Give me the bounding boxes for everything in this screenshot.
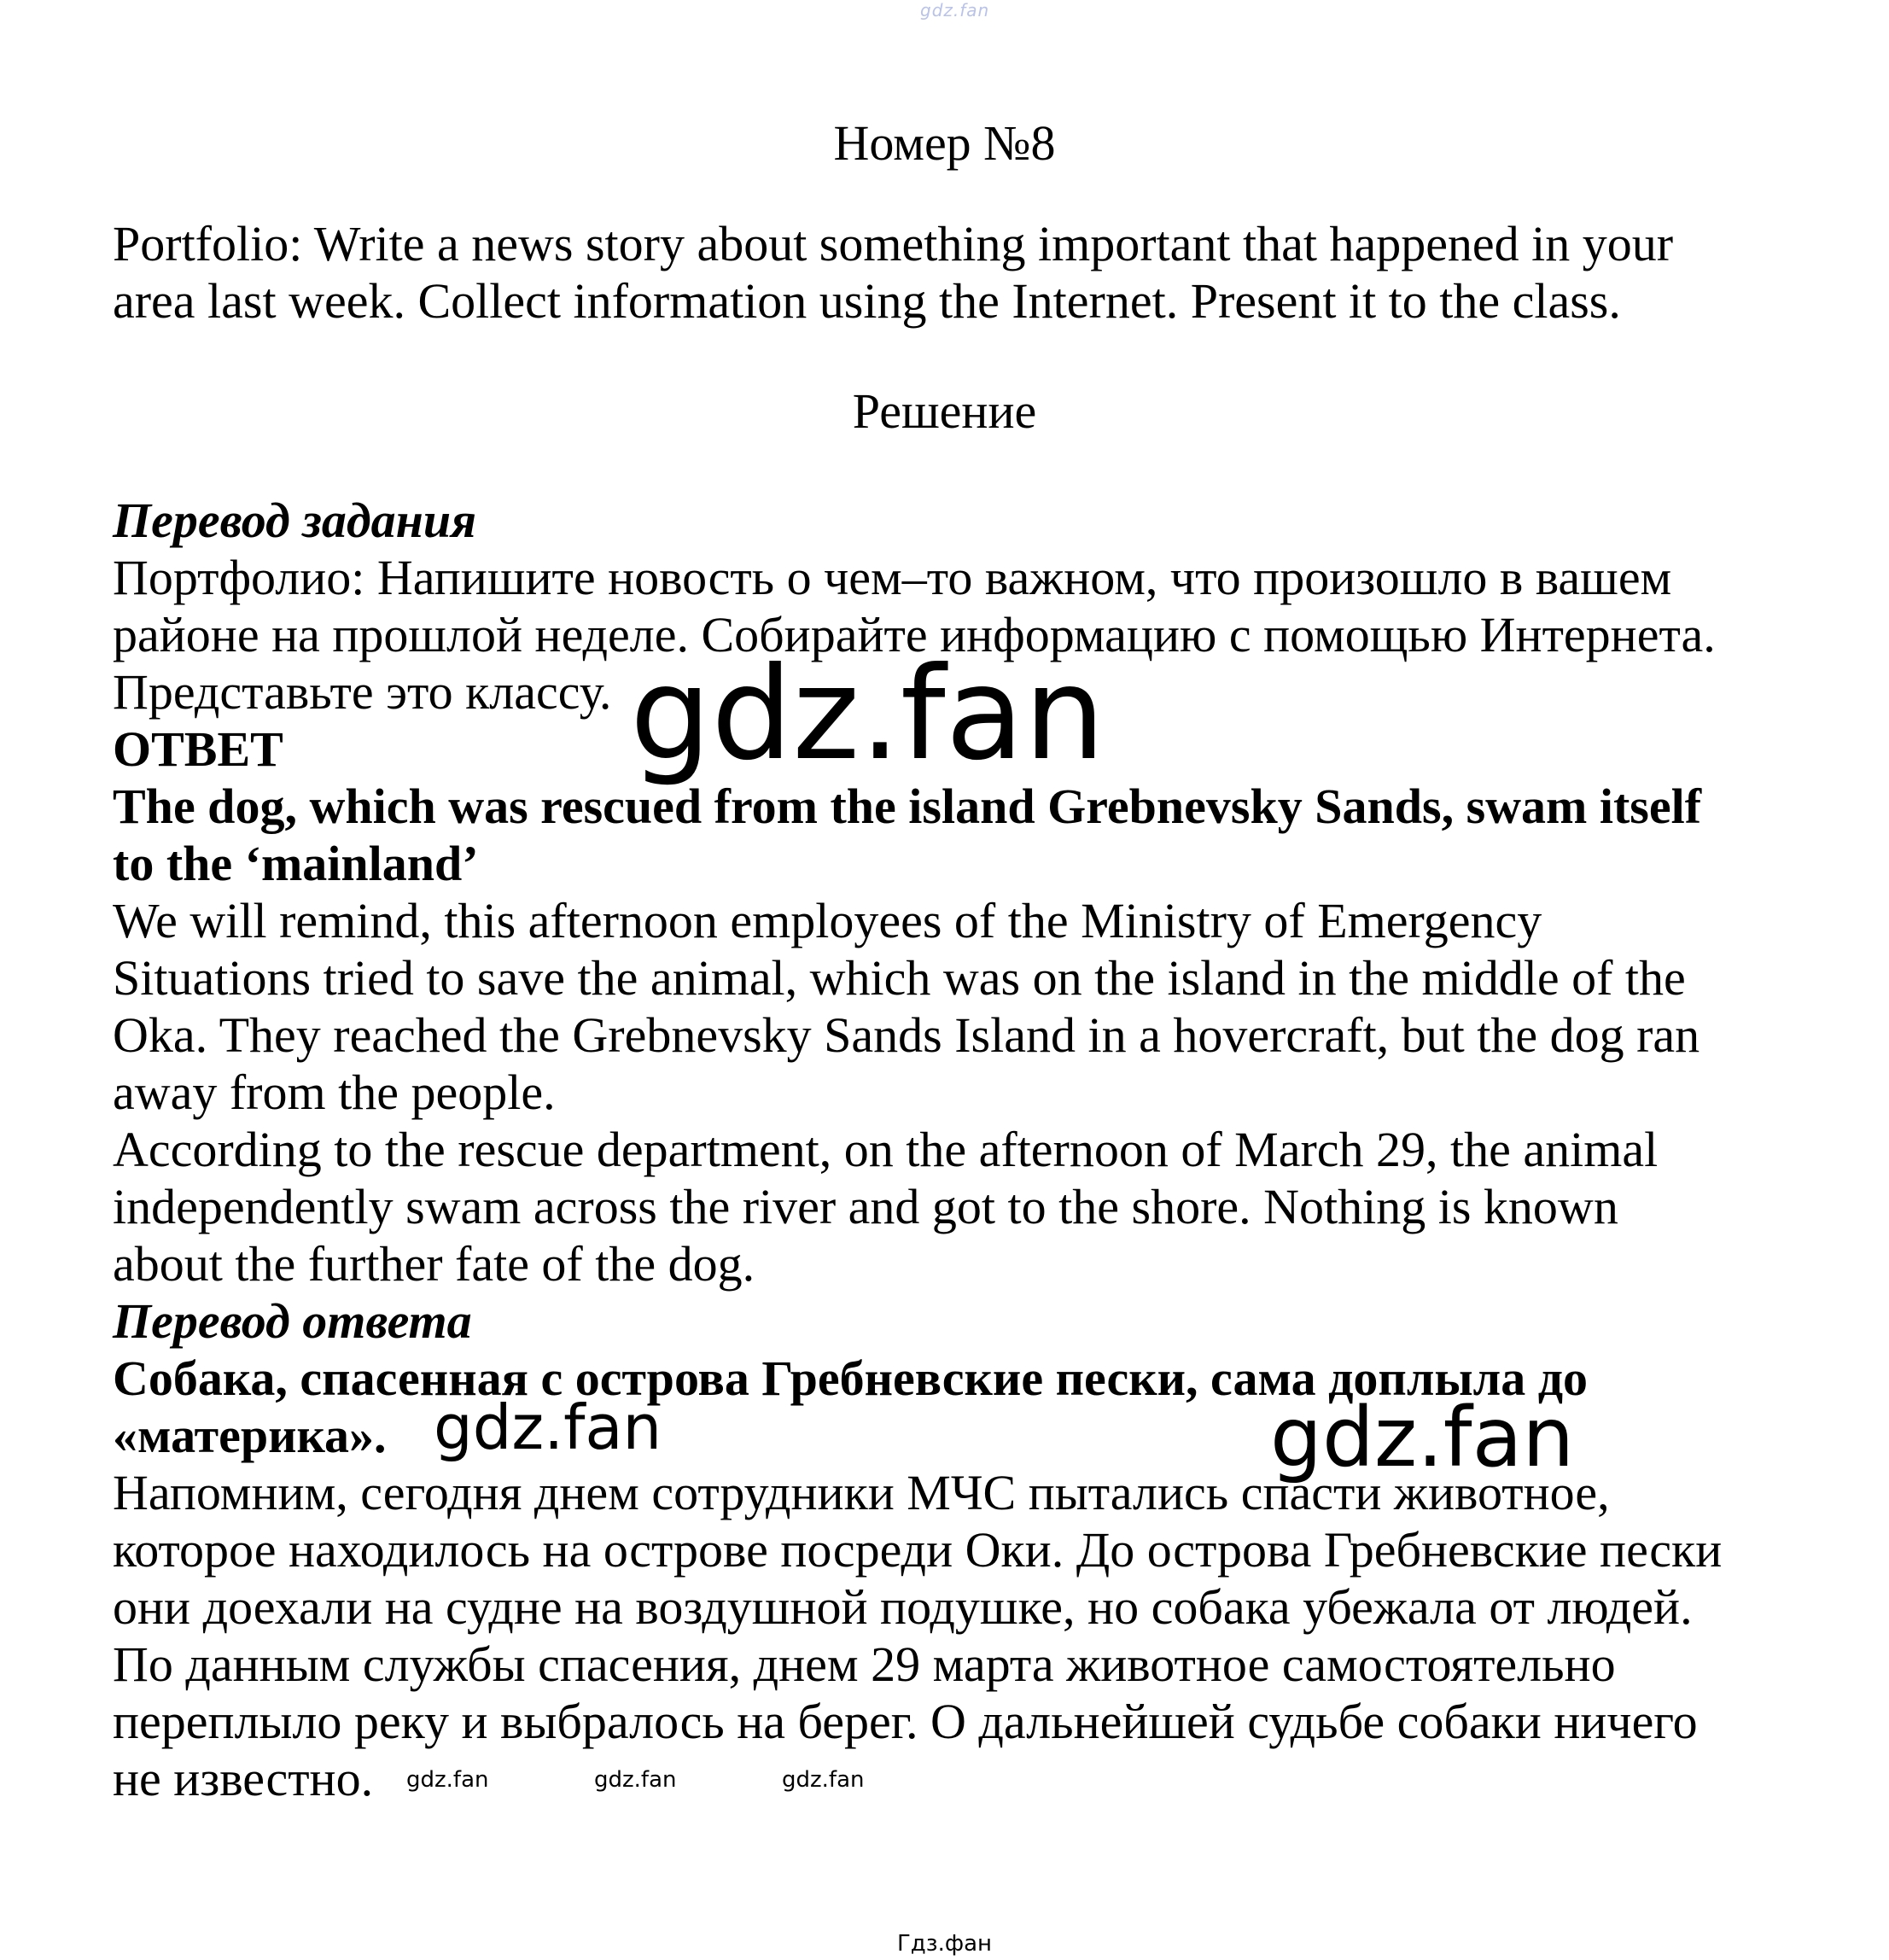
ru-line: По данным службы спасения, днем 29 марта животное самостоятельно — [113, 1636, 1616, 1692]
translation-line: Представьте это классу. — [113, 664, 612, 720]
answer-line: According to the rescue department, on the afternoon of March 29, the animal — [113, 1122, 1659, 1177]
task-text — [113, 215, 1803, 330]
translation-heading: Перевод задания — [113, 493, 476, 548]
ru-title-line: Собака, спасенная с острова Гребневские пески, сама доплыла до — [113, 1350, 1589, 1406]
translation-line: Портфолио: Напишите новость о чем–то важном, что произошло в вашем — [113, 550, 1672, 605]
answer-line: about the further fate of the dog. — [113, 1236, 755, 1292]
answer-line: Situations tried to save the animal, which was on the island in the middle of the — [113, 950, 1686, 1006]
answer-heading: ОТВЕТ — [113, 721, 283, 777]
page-title: Номер №8 — [833, 115, 1056, 171]
ru-line: они доехали на судне на воздушной подушке, но собака убежала от людей. — [113, 1579, 1693, 1635]
answer-line: Oka. They reached the Grebnevsky Sands Island in a hovercraft, but the dog ran — [113, 1007, 1700, 1063]
watermark-small: gdz.fan — [406, 1767, 489, 1793]
translation-line: районе на прошлой неделе. Собирайте информацию с помощью Интернета. — [113, 607, 1716, 662]
ru-line: не известно. — [113, 1751, 374, 1806]
watermark-small: gdz.fan — [782, 1767, 865, 1793]
watermark-medium-right: gdz.fan — [1270, 1390, 1575, 1485]
answer-line: independently swam across the river and got to the shore. Nothing is known — [113, 1179, 1618, 1234]
answer-title-line: to the ‘mainland’ — [113, 836, 479, 891]
answer-line: away from the people. — [113, 1065, 556, 1120]
answer-line: We will remind, this afternoon employees of the Ministry of Emergency — [113, 893, 1542, 948]
answer-translation-heading: Перевод ответа — [113, 1293, 472, 1349]
answer-title-line: The dog, which was rescued from the island Grebnevsky Sands, swam itself — [113, 779, 1702, 834]
task-line: Portfolio: Write a news story about something important that happened in your — [113, 216, 1674, 271]
solution-heading: Решение — [852, 383, 1037, 439]
ru-line: переплыло реку и выбралось на берег. О дальнейшей судьбе собаки ничего — [113, 1694, 1698, 1749]
header-watermark: gdz.fan — [920, 0, 990, 20]
task-line: area last week. Collect information using the Internet. Present it to the class. — [113, 273, 1621, 329]
watermark-large: gdz.fan — [630, 640, 1105, 789]
watermark-medium-left: gdz.fan — [434, 1391, 662, 1463]
ru-title-line: «материка». — [113, 1408, 387, 1463]
watermark-small: gdz.fan — [594, 1767, 677, 1793]
footer-watermark: Гдз.фан — [896, 1931, 993, 1957]
ru-line: Напомним, сегодня днем сотрудники МЧС пытались спасти животное, — [113, 1465, 1610, 1520]
ru-line: которое находилось на острове посреди Оки. До острова Гребневские пески — [113, 1522, 1723, 1578]
